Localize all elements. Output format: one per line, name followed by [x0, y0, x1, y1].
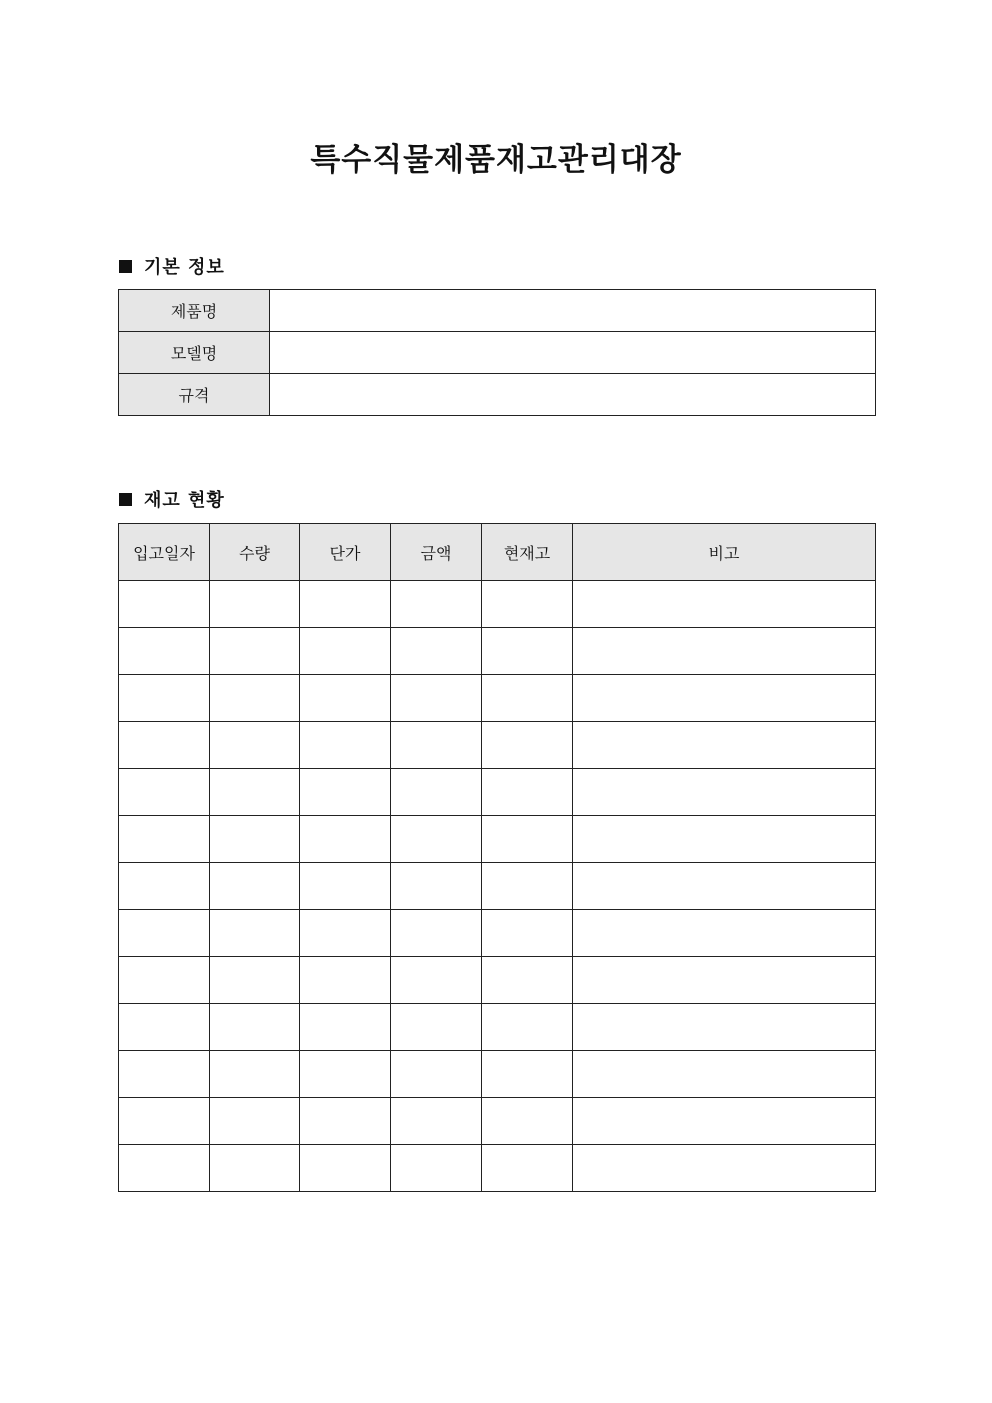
- cell-quantity[interactable]: [210, 628, 300, 675]
- cell-receipt-date[interactable]: [119, 910, 210, 957]
- stock-table-body: [119, 581, 876, 1192]
- cell-quantity[interactable]: [210, 581, 300, 628]
- cell-remarks[interactable]: [573, 769, 876, 816]
- table-row: [119, 332, 876, 374]
- cell-receipt-date[interactable]: [119, 957, 210, 1004]
- cell-remarks[interactable]: [573, 581, 876, 628]
- square-bullet-icon: [119, 493, 132, 506]
- cell-remarks[interactable]: [573, 910, 876, 957]
- cell-current-stock[interactable]: [482, 769, 573, 816]
- cell-remarks[interactable]: [573, 722, 876, 769]
- cell-receipt-date[interactable]: [119, 675, 210, 722]
- field-value-product-name[interactable]: [270, 290, 876, 332]
- cell-quantity[interactable]: [210, 769, 300, 816]
- section-heading-basic-info: [119, 253, 225, 279]
- cell-unit-price[interactable]: [300, 1051, 391, 1098]
- column-header-receipt-date: 입고일자: [119, 524, 210, 581]
- table-row: [119, 910, 876, 957]
- table-row: [119, 769, 876, 816]
- cell-unit-price[interactable]: [300, 910, 391, 957]
- field-label-product-name: 제품명: [119, 290, 270, 332]
- cell-remarks[interactable]: [573, 675, 876, 722]
- cell-quantity[interactable]: [210, 957, 300, 1004]
- cell-remarks[interactable]: [573, 816, 876, 863]
- section-heading-label: 재고 현황: [144, 490, 225, 511]
- field-value-model-name[interactable]: [270, 332, 876, 374]
- cell-unit-price[interactable]: [300, 675, 391, 722]
- basic-info-table: [118, 289, 876, 416]
- document-title: 특수직물제품재고관리대장: [310, 142, 682, 178]
- cell-unit-price[interactable]: [300, 1004, 391, 1051]
- field-value-specification[interactable]: [270, 374, 876, 416]
- cell-amount[interactable]: [391, 1145, 482, 1192]
- cell-remarks[interactable]: [573, 1004, 876, 1051]
- cell-remarks[interactable]: [573, 1098, 876, 1145]
- table-row: [119, 722, 876, 769]
- cell-current-stock[interactable]: [482, 1004, 573, 1051]
- cell-amount[interactable]: [391, 769, 482, 816]
- cell-quantity[interactable]: [210, 816, 300, 863]
- cell-current-stock[interactable]: [482, 1145, 573, 1192]
- cell-unit-price[interactable]: [300, 1145, 391, 1192]
- cell-amount[interactable]: [391, 1004, 482, 1051]
- cell-unit-price[interactable]: [300, 816, 391, 863]
- cell-current-stock[interactable]: [482, 910, 573, 957]
- cell-unit-price[interactable]: [300, 957, 391, 1004]
- table-row: [119, 863, 876, 910]
- table-row: [119, 816, 876, 863]
- cell-current-stock[interactable]: [482, 675, 573, 722]
- cell-amount[interactable]: [391, 816, 482, 863]
- table-row: [119, 290, 876, 332]
- cell-current-stock[interactable]: [482, 816, 573, 863]
- section-heading-label: 기본 정보: [144, 257, 225, 278]
- cell-current-stock[interactable]: [482, 957, 573, 1004]
- column-header-current-stock: 현재고: [482, 524, 573, 581]
- cell-unit-price[interactable]: [300, 769, 391, 816]
- cell-quantity[interactable]: [210, 675, 300, 722]
- cell-remarks[interactable]: [573, 863, 876, 910]
- table-row: [119, 581, 876, 628]
- cell-unit-price[interactable]: [300, 863, 391, 910]
- cell-amount[interactable]: [391, 910, 482, 957]
- cell-quantity[interactable]: [210, 722, 300, 769]
- column-header-unit-price: 단가: [300, 524, 391, 581]
- cell-quantity[interactable]: [210, 1098, 300, 1145]
- cell-current-stock[interactable]: [482, 863, 573, 910]
- table-row: [119, 1051, 876, 1098]
- cell-current-stock[interactable]: [482, 1098, 573, 1145]
- column-header-remarks: 비고: [573, 524, 876, 581]
- cell-unit-price[interactable]: [300, 581, 391, 628]
- square-bullet-icon: [119, 260, 132, 273]
- cell-receipt-date[interactable]: [119, 722, 210, 769]
- cell-amount[interactable]: [391, 957, 482, 1004]
- table-header-row: [119, 524, 876, 581]
- stock-status-table: [118, 523, 876, 1192]
- cell-receipt-date[interactable]: [119, 816, 210, 863]
- cell-receipt-date[interactable]: [119, 581, 210, 628]
- cell-amount[interactable]: [391, 863, 482, 910]
- cell-amount[interactable]: [391, 722, 482, 769]
- cell-remarks[interactable]: [573, 628, 876, 675]
- cell-amount[interactable]: [391, 628, 482, 675]
- section-heading-stock-status: [119, 486, 225, 512]
- cell-quantity[interactable]: [210, 910, 300, 957]
- cell-receipt-date[interactable]: [119, 1098, 210, 1145]
- cell-remarks[interactable]: [573, 957, 876, 1004]
- cell-remarks[interactable]: [573, 1051, 876, 1098]
- cell-quantity[interactable]: [210, 863, 300, 910]
- table-row: [119, 628, 876, 675]
- column-header-amount: 금액: [391, 524, 482, 581]
- field-label-model-name: 모델명: [119, 332, 270, 374]
- cell-quantity[interactable]: [210, 1051, 300, 1098]
- cell-current-stock[interactable]: [482, 1051, 573, 1098]
- table-row: [119, 1098, 876, 1145]
- cell-unit-price[interactable]: [300, 722, 391, 769]
- cell-receipt-date[interactable]: [119, 1145, 210, 1192]
- cell-remarks[interactable]: [573, 1145, 876, 1192]
- cell-unit-price[interactable]: [300, 1098, 391, 1145]
- cell-current-stock[interactable]: [482, 628, 573, 675]
- cell-amount[interactable]: [391, 1051, 482, 1098]
- cell-receipt-date[interactable]: [119, 628, 210, 675]
- table-row: [119, 1004, 876, 1051]
- cell-receipt-date[interactable]: [119, 863, 210, 910]
- table-row: [119, 374, 876, 416]
- cell-receipt-date[interactable]: [119, 1004, 210, 1051]
- field-label-specification: 규격: [119, 374, 270, 416]
- cell-unit-price[interactable]: [300, 628, 391, 675]
- column-header-quantity: 수량: [210, 524, 300, 581]
- table-row: [119, 957, 876, 1004]
- cell-amount[interactable]: [391, 675, 482, 722]
- table-row: [119, 1145, 876, 1192]
- cell-receipt-date[interactable]: [119, 1051, 210, 1098]
- cell-quantity[interactable]: [210, 1145, 300, 1192]
- cell-amount[interactable]: [391, 1098, 482, 1145]
- cell-receipt-date[interactable]: [119, 769, 210, 816]
- cell-amount[interactable]: [391, 581, 482, 628]
- cell-current-stock[interactable]: [482, 581, 573, 628]
- cell-current-stock[interactable]: [482, 722, 573, 769]
- table-row: [119, 675, 876, 722]
- cell-quantity[interactable]: [210, 1004, 300, 1051]
